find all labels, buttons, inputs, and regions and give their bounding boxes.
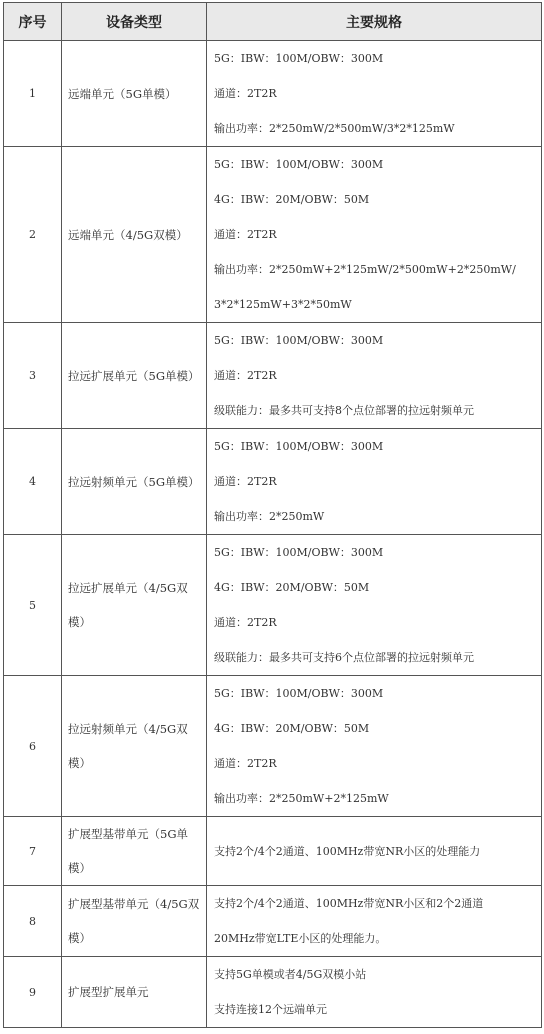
spec-line: 级联能力：最多共可支持6个点位部署的拉远射频单元 bbox=[214, 651, 474, 664]
row-index: 3 bbox=[4, 323, 62, 429]
table-row bbox=[4, 535, 542, 676]
table-row bbox=[4, 41, 542, 147]
row-index: 9 bbox=[4, 957, 62, 1028]
spec-line: 输出功率：2*250mW+2*125mW/2*500mW+2*250mW/ bbox=[214, 263, 516, 276]
spec-line: 4G：IBW：20M/OBW：50M bbox=[214, 722, 370, 735]
header-index: 序号 bbox=[4, 3, 62, 41]
spec-line: 通道：2T2R bbox=[214, 475, 277, 488]
spec-cell bbox=[207, 41, 542, 147]
equipment-spec-table bbox=[3, 2, 542, 1028]
spec-line: 支持2个/4个2通道、100MHz带宽NR小区的处理能力 bbox=[214, 844, 481, 858]
row-index: 1 bbox=[4, 41, 62, 147]
spec-line: 输出功率：2*250mW bbox=[214, 510, 325, 523]
spec-line: 通道：2T2R bbox=[214, 757, 277, 770]
table-row bbox=[4, 323, 542, 429]
spec-line: 通道：2T2R bbox=[214, 616, 277, 629]
spec-line: 5G：IBW：100M/OBW：300M bbox=[214, 687, 384, 700]
device-type: 扩展型基带单元（4/5G双模） bbox=[62, 886, 207, 957]
spec-line: 5G：IBW：100M/OBW：300M bbox=[214, 158, 384, 171]
spec-cell bbox=[207, 535, 542, 676]
table-row bbox=[4, 886, 542, 957]
spec-line: 5G：IBW：100M/OBW：300M bbox=[214, 334, 384, 347]
spec-cell bbox=[207, 817, 542, 886]
device-type: 远端单元（4/5G双模） bbox=[62, 147, 207, 323]
device-type: 扩展型基带单元（5G单模） bbox=[62, 817, 207, 886]
table-body bbox=[4, 41, 542, 1028]
spec-line: 4G：IBW：20M/OBW：50M bbox=[214, 193, 370, 206]
spec-line: 支持2个/4个2通道、100MHz带宽NR小区和2个2通道 bbox=[214, 897, 484, 910]
spec-cell bbox=[207, 676, 542, 817]
header-device-type: 设备类型 bbox=[62, 3, 207, 41]
device-type: 拉远扩展单元（5G单模） bbox=[62, 323, 207, 429]
spec-line: 通道：2T2R bbox=[214, 228, 277, 241]
spec-line: 输出功率：2*250mW/2*500mW/3*2*125mW bbox=[214, 122, 455, 135]
row-index: 6 bbox=[4, 676, 62, 817]
spec-cell bbox=[207, 957, 542, 1028]
table-row bbox=[4, 676, 542, 817]
spec-cell bbox=[207, 429, 542, 535]
row-index: 2 bbox=[4, 147, 62, 323]
table-row bbox=[4, 957, 542, 1028]
table-row bbox=[4, 147, 542, 323]
spec-line: 3*2*125mW+3*2*50mW bbox=[214, 298, 352, 311]
spec-line: 支持连接12个远端单元 bbox=[214, 1003, 327, 1016]
header-row bbox=[4, 3, 542, 41]
row-index: 8 bbox=[4, 886, 62, 957]
spec-line: 输出功率：2*250mW+2*125mW bbox=[214, 792, 389, 805]
row-index: 7 bbox=[4, 817, 62, 886]
row-index: 4 bbox=[4, 429, 62, 535]
spec-line: 5G：IBW：100M/OBW：300M bbox=[214, 52, 384, 65]
spec-line: 支持5G单模或者4/5G双模小站 bbox=[214, 968, 367, 981]
spec-line: 5G：IBW：100M/OBW：300M bbox=[214, 546, 384, 559]
spec-line: 4G：IBW：20M/OBW：50M bbox=[214, 581, 370, 594]
spec-cell bbox=[207, 323, 542, 429]
table-header bbox=[4, 3, 542, 41]
spec-line: 通道：2T2R bbox=[214, 369, 277, 382]
device-type: 拉远扩展单元（4/5G双模） bbox=[62, 535, 207, 676]
spec-cell bbox=[207, 147, 542, 323]
device-type: 扩展型扩展单元 bbox=[62, 957, 207, 1028]
row-index: 5 bbox=[4, 535, 62, 676]
spec-line: 20MHz带宽LTE小区的处理能力。 bbox=[214, 932, 387, 945]
table-row bbox=[4, 817, 542, 886]
device-type: 远端单元（5G单模） bbox=[62, 41, 207, 147]
device-type: 拉远射频单元（4/5G双模） bbox=[62, 676, 207, 817]
device-type: 拉远射频单元（5G单模） bbox=[62, 429, 207, 535]
table-row bbox=[4, 429, 542, 535]
header-main-spec: 主要规格 bbox=[207, 3, 542, 41]
spec-line: 级联能力：最多共可支持8个点位部署的拉远射频单元 bbox=[214, 404, 474, 417]
spec-line: 通道：2T2R bbox=[214, 87, 277, 100]
spec-cell bbox=[207, 886, 542, 957]
spec-line: 5G：IBW：100M/OBW：300M bbox=[214, 440, 384, 453]
